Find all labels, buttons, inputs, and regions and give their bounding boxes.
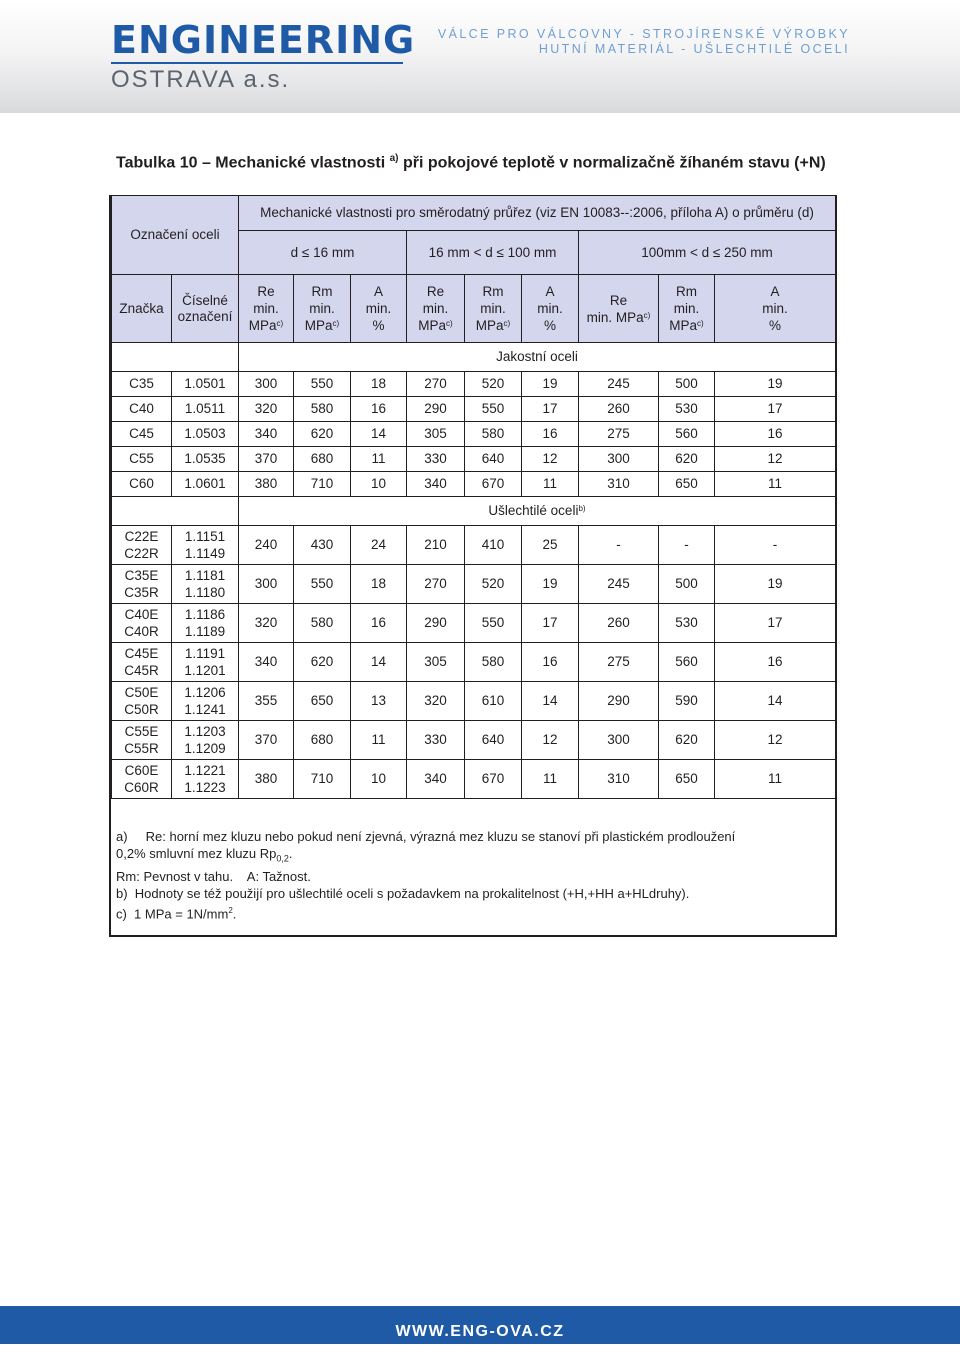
mark-line-1 <box>112 567 171 584</box>
re-label: Re <box>426 284 445 299</box>
cell-value: 680 <box>294 447 351 472</box>
cell-value: 11 <box>715 472 836 497</box>
footnote-rm: Rm: Pevnost v tahu. A: Tažnost. <box>116 868 311 884</box>
cell-mark <box>112 565 172 604</box>
page-header <box>0 0 960 113</box>
cell-value: 25 <box>522 526 579 565</box>
table-title-footnote: a) <box>389 153 399 164</box>
mark-e: C35E <box>124 568 159 583</box>
number-line-1 <box>172 567 238 584</box>
number-r: 1.1189 <box>184 624 226 639</box>
cell-number <box>172 643 239 682</box>
cell-value: 560 <box>659 422 715 447</box>
header-mark: Značka <box>112 275 172 343</box>
cell-value: - <box>659 526 715 565</box>
cell-value: 320 <box>239 397 294 422</box>
table-row <box>112 643 836 682</box>
footnote-a-continued: 0,2% smluvní mez kluzu $Rp_{0,2}$. <box>116 846 293 864</box>
a-line <box>522 283 578 300</box>
number-line-2 <box>172 779 238 796</box>
number-line-2 <box>172 545 238 562</box>
number-line-1 <box>172 723 238 740</box>
cell-value: 500 <box>659 372 715 397</box>
mark-r: C55R <box>124 741 159 756</box>
min-label: min. <box>422 301 449 316</box>
mark-line-2 <box>112 740 171 757</box>
cell-value: 19 <box>522 372 579 397</box>
cell-value: 16 <box>522 643 579 682</box>
section-spacer <box>112 497 239 526</box>
section-row-noble <box>112 497 836 526</box>
cell-number <box>172 760 239 799</box>
cell-value: 260 <box>579 604 659 643</box>
tagline-2: HUTNÍ MATERIÁL - UŠLECHTILÉ OCELI <box>538 42 850 56</box>
cell-value: 620 <box>659 447 715 472</box>
cell-value: 240 <box>239 526 294 565</box>
min-mpa-label: min. MPa <box>586 309 644 325</box>
cell-value: 550 <box>294 565 351 604</box>
cell-number: 1.0503 <box>172 422 239 447</box>
header-steel-designation: Označení oceli <box>112 196 239 275</box>
cell-value: 300 <box>239 372 294 397</box>
mark-line-1 <box>112 606 171 623</box>
table-row <box>112 397 836 422</box>
cell-value: 430 <box>294 526 351 565</box>
cell-value: 16 <box>715 422 836 447</box>
footnote-c: c) 1 MPa = $1N/mm^2$. <box>116 905 237 921</box>
number-e: 1.1191 <box>184 646 226 661</box>
mark-line-1 <box>112 684 171 701</box>
cell-value: 16 <box>351 604 407 643</box>
cell-value: 16 <box>522 422 579 447</box>
pct-line <box>715 317 835 334</box>
mark-r: C50R <box>124 702 159 717</box>
cell-value: 370 <box>239 447 294 472</box>
number-r: 1.1180 <box>184 585 226 600</box>
cell-value: 550 <box>294 372 351 397</box>
number-e: 1.1181 <box>184 568 226 583</box>
cell-value: 580 <box>465 643 522 682</box>
cell-value: 24 <box>351 526 407 565</box>
cell-number: 1.0501 <box>172 372 239 397</box>
cell-value: 19 <box>715 372 836 397</box>
cell-mark <box>112 526 172 565</box>
header-rm-3 <box>659 275 715 343</box>
cell-value: 290 <box>407 604 465 643</box>
re-line <box>239 283 293 300</box>
cell-value: 710 <box>294 472 351 497</box>
cell-value: 210 <box>407 526 465 565</box>
pct-label: % <box>768 318 781 333</box>
cell-value: 670 <box>465 760 522 799</box>
website-footer[interactable]: WWW.ENG-OVA.CZ <box>0 1306 960 1344</box>
min-line <box>239 300 293 317</box>
cell-value: 640 <box>465 721 522 760</box>
note-c: c) <box>332 319 340 328</box>
cell-value: 340 <box>407 760 465 799</box>
cell-value: 14 <box>351 422 407 447</box>
number-line-1 <box>172 528 238 545</box>
cell-value: 650 <box>659 760 715 799</box>
table-title-main: Tabulka 10 – Mechanické vlastnosti <box>116 154 386 172</box>
cell-value: 260 <box>579 397 659 422</box>
cell-value: 12 <box>522 447 579 472</box>
mark-line-1 <box>112 528 171 545</box>
cell-mark: C60 <box>112 472 172 497</box>
footnote-a: a) Re: horní mez kluzu nebo pokud není zjevná, výrazná mez kluzu se stanoví při plastickém prodloužení <box>116 829 736 844</box>
mark-line-2 <box>112 584 171 601</box>
cell-value: 18 <box>351 372 407 397</box>
number-r: 1.1241 <box>184 702 226 717</box>
table-row <box>112 372 836 397</box>
cell-value: 290 <box>579 682 659 721</box>
number-line-2 <box>172 740 238 757</box>
number-line-2 <box>172 623 238 640</box>
cell-value: 620 <box>294 643 351 682</box>
table-row <box>112 721 836 760</box>
a-line <box>351 283 406 300</box>
cell-value: 355 <box>239 682 294 721</box>
company-logo: ENGINEERING <box>111 18 416 62</box>
mark-r: C22R <box>124 546 159 561</box>
mark-line-1 <box>112 645 171 662</box>
number-line-2 <box>172 701 238 718</box>
cell-value: 580 <box>294 604 351 643</box>
note-c: c) <box>503 319 511 328</box>
min-line <box>715 300 835 317</box>
cell-value: 650 <box>294 682 351 721</box>
header-range-3: 100mm < d ≤ 250 mm <box>579 231 836 275</box>
cell-value: 550 <box>465 397 522 422</box>
cell-value: 300 <box>579 721 659 760</box>
cell-value: 16 <box>351 397 407 422</box>
pct-line <box>351 317 406 334</box>
number-e: 1.1203 <box>184 724 226 739</box>
cell-value: 520 <box>465 565 522 604</box>
section-quality-steels: Jakostní oceli <box>239 343 836 372</box>
cell-mark: C35 <box>112 372 172 397</box>
mpa-label: MPa <box>669 318 698 333</box>
min-line <box>465 300 521 317</box>
number-r: 1.1149 <box>184 546 226 561</box>
cell-value: 590 <box>659 682 715 721</box>
mark-e: C40E <box>124 607 159 622</box>
min-line <box>351 300 406 317</box>
cell-value: 310 <box>579 472 659 497</box>
rm-label: Rm <box>676 284 697 299</box>
table-row <box>112 760 836 799</box>
cell-value: 560 <box>659 643 715 682</box>
table-row <box>112 682 836 721</box>
mark-line-2 <box>112 623 171 640</box>
cell-value: 17 <box>522 604 579 643</box>
cell-value: 620 <box>294 422 351 447</box>
cell-value: 12 <box>715 721 836 760</box>
rm-label: Rm <box>311 284 333 299</box>
header-mechanical-properties: Mechanické vlastnosti pro směrodatný průřez (viz EN 10083--:2006, příloha A) o průměru (d) <box>239 196 836 231</box>
cell-value: 17 <box>715 604 836 643</box>
cell-value: 410 <box>465 526 522 565</box>
min-line <box>407 300 464 317</box>
mark-line-1 <box>112 762 171 779</box>
logo-underline <box>111 62 403 64</box>
mark-e: C60E <box>124 763 159 778</box>
cell-value: 17 <box>522 397 579 422</box>
header-number: Číselné označení <box>172 275 239 343</box>
cell-value: 670 <box>465 472 522 497</box>
header-rm-2 <box>465 275 522 343</box>
cell-value: 18 <box>351 565 407 604</box>
cell-value: 270 <box>407 565 465 604</box>
number-e: 1.1186 <box>184 607 226 622</box>
number-line-1 <box>172 762 238 779</box>
mark-e: C45E <box>124 646 159 661</box>
table-title <box>116 153 826 172</box>
rm-label: Rm <box>482 284 504 299</box>
cell-value: 580 <box>465 422 522 447</box>
header-re-2 <box>407 275 465 343</box>
mpa-label: MPa <box>418 318 447 333</box>
cell-value: 275 <box>579 422 659 447</box>
cell-value: 550 <box>465 604 522 643</box>
cell-value: 580 <box>294 397 351 422</box>
rm-line <box>465 283 521 300</box>
cell-value: 290 <box>407 397 465 422</box>
number-r: 1.1201 <box>184 663 226 678</box>
cell-value: 11 <box>522 760 579 799</box>
mpa-label: MPa <box>475 318 504 333</box>
cell-value: 10 <box>351 472 407 497</box>
note-c: c) <box>697 319 704 328</box>
note-b: b) <box>578 504 586 513</box>
cell-value: 680 <box>294 721 351 760</box>
header-range-1: d ≤ 16 mm <box>239 231 407 275</box>
header-re-3 <box>579 275 659 343</box>
a-label: A <box>545 284 555 299</box>
table-row <box>112 604 836 643</box>
mark-line-1 <box>112 723 171 740</box>
number-e: 1.1221 <box>184 763 226 778</box>
re-label: Re <box>609 292 628 308</box>
mark-r: C40R <box>124 624 159 639</box>
cell-number: 1.0511 <box>172 397 239 422</box>
cell-value: 14 <box>351 643 407 682</box>
min-label: min. <box>480 301 506 316</box>
min-label: min. <box>253 301 279 316</box>
cell-value: 245 <box>579 565 659 604</box>
cell-mark: C55 <box>112 447 172 472</box>
cell-value: 340 <box>407 472 465 497</box>
header-a-1 <box>351 275 407 343</box>
min-line <box>522 300 578 317</box>
number-line-1 <box>172 684 238 701</box>
rm-line <box>659 283 714 300</box>
mpa-line <box>407 317 464 334</box>
cell-number <box>172 682 239 721</box>
table-row <box>112 447 836 472</box>
min-label: min. <box>673 301 700 316</box>
cell-mark <box>112 604 172 643</box>
cell-value: - <box>715 526 836 565</box>
cell-value: 245 <box>579 372 659 397</box>
a-label: A <box>770 284 780 299</box>
number-r: 1.1209 <box>184 741 226 756</box>
company-logo-subtitle: OSTRAVA a.s. <box>111 66 291 93</box>
cell-value: 270 <box>407 372 465 397</box>
note-c: c) <box>276 319 284 328</box>
cell-value: 370 <box>239 721 294 760</box>
cell-value: - <box>579 526 659 565</box>
pct-label: % <box>543 318 556 333</box>
re-line <box>407 283 464 300</box>
mark-r: C35R <box>124 585 159 600</box>
min-line <box>294 300 350 317</box>
cell-value: 380 <box>239 472 294 497</box>
cell-value: 275 <box>579 643 659 682</box>
mark-r: C45R <box>124 663 159 678</box>
min-label: min. <box>762 301 788 316</box>
cell-value: 640 <box>465 447 522 472</box>
cell-mark <box>112 721 172 760</box>
mark-e: C55E <box>124 724 159 739</box>
cell-value: 330 <box>407 447 465 472</box>
cell-mark <box>112 760 172 799</box>
mark-e: C22E <box>124 529 159 544</box>
cell-mark: C45 <box>112 422 172 447</box>
cell-value: 16 <box>715 643 836 682</box>
mark-e: C50E <box>124 685 159 700</box>
mark-line-2 <box>112 701 171 718</box>
cell-number <box>172 565 239 604</box>
table-row <box>112 565 836 604</box>
cell-value: 530 <box>659 604 715 643</box>
cell-number: 1.0535 <box>172 447 239 472</box>
number-line-2 <box>172 584 238 601</box>
cell-value: 330 <box>407 721 465 760</box>
tagline-1: VÁLCE PRO VÁLCOVNY - STROJÍRENSKÉ VÝROBKY <box>437 27 850 41</box>
header-range-2: 16 mm < d ≤ 100 mm <box>407 231 579 275</box>
mechanical-properties-table <box>111 195 836 799</box>
pct-label: % <box>372 318 385 333</box>
cell-mark <box>112 643 172 682</box>
cell-value: 14 <box>715 682 836 721</box>
mark-line-2 <box>112 779 171 796</box>
footnotes <box>116 828 735 922</box>
number-line-2 <box>172 662 238 679</box>
cell-value: 14 <box>522 682 579 721</box>
cell-value: 300 <box>579 447 659 472</box>
cell-value: 12 <box>715 447 836 472</box>
cell-number <box>172 721 239 760</box>
cell-value: 10 <box>351 760 407 799</box>
mark-line-2 <box>112 662 171 679</box>
mpa-line <box>659 317 714 334</box>
cell-value: 305 <box>407 643 465 682</box>
pct-line <box>522 317 578 334</box>
cell-value: 530 <box>659 397 715 422</box>
cell-value: 500 <box>659 565 715 604</box>
re-label: Re <box>257 284 275 299</box>
a-line <box>715 283 835 300</box>
table-row <box>112 472 836 497</box>
table-title-rest: při pokojové teplotě v normalizačně žíhaném stavu (+N) <box>402 154 826 172</box>
cell-value: 11 <box>351 447 407 472</box>
cell-value: 710 <box>294 760 351 799</box>
cell-number: 1.0601 <box>172 472 239 497</box>
section-noble-label: Ušlechtilé oceli <box>488 503 579 518</box>
table-row <box>112 422 836 447</box>
note-c: c) <box>643 310 651 320</box>
cell-value: 340 <box>239 643 294 682</box>
mpa-line <box>294 317 350 334</box>
cell-number <box>172 526 239 565</box>
a-label: A <box>373 284 383 299</box>
cell-value: 340 <box>239 422 294 447</box>
min-label: min. <box>537 301 563 316</box>
cell-value: 610 <box>465 682 522 721</box>
mpa-label: MPa <box>248 318 277 333</box>
mpa-line <box>239 317 293 334</box>
re-line <box>579 292 658 309</box>
cell-value: 11 <box>522 472 579 497</box>
note-c: c) <box>446 319 453 328</box>
cell-value: 11 <box>715 760 836 799</box>
min-line <box>659 300 714 317</box>
cell-value: 19 <box>715 565 836 604</box>
number-line-1 <box>172 645 238 662</box>
min-mpa-line <box>579 309 658 326</box>
number-line-1 <box>172 606 238 623</box>
cell-mark: C40 <box>112 397 172 422</box>
min-label: min. <box>365 301 392 316</box>
cell-value: 17 <box>715 397 836 422</box>
cell-number <box>172 604 239 643</box>
cell-value: 320 <box>239 604 294 643</box>
section-spacer <box>112 343 239 372</box>
mark-r: C60R <box>124 780 159 795</box>
cell-value: 12 <box>522 721 579 760</box>
number-e: 1.1151 <box>184 529 226 544</box>
header-rm-1 <box>294 275 351 343</box>
cell-value: 310 <box>579 760 659 799</box>
table-row <box>112 526 836 565</box>
cell-value: 380 <box>239 760 294 799</box>
cell-value: 19 <box>522 565 579 604</box>
cell-value: 650 <box>659 472 715 497</box>
footnote-b: b) Hodnoty se též použijí pro ušlechtilé oceli s požadavkem na prokalitelnost (+H,+HH a+HLdruhy). <box>116 885 690 901</box>
cell-value: 305 <box>407 422 465 447</box>
cell-value: 520 <box>465 372 522 397</box>
cell-value: 11 <box>351 721 407 760</box>
section-noble-steels <box>239 497 836 526</box>
min-label: min. <box>309 301 335 316</box>
cell-mark <box>112 682 172 721</box>
header-re-1 <box>239 275 294 343</box>
cell-value: 320 <box>407 682 465 721</box>
mark-line-2 <box>112 545 171 562</box>
cell-value: 300 <box>239 565 294 604</box>
header-a-3 <box>715 275 836 343</box>
mpa-line <box>465 317 521 334</box>
number-e: 1.1206 <box>184 685 226 700</box>
header-a-2 <box>522 275 579 343</box>
number-r: 1.1223 <box>184 780 226 795</box>
cell-value: 620 <box>659 721 715 760</box>
cell-value: 13 <box>351 682 407 721</box>
rm-line <box>294 283 350 300</box>
mpa-label: MPa <box>304 318 333 333</box>
